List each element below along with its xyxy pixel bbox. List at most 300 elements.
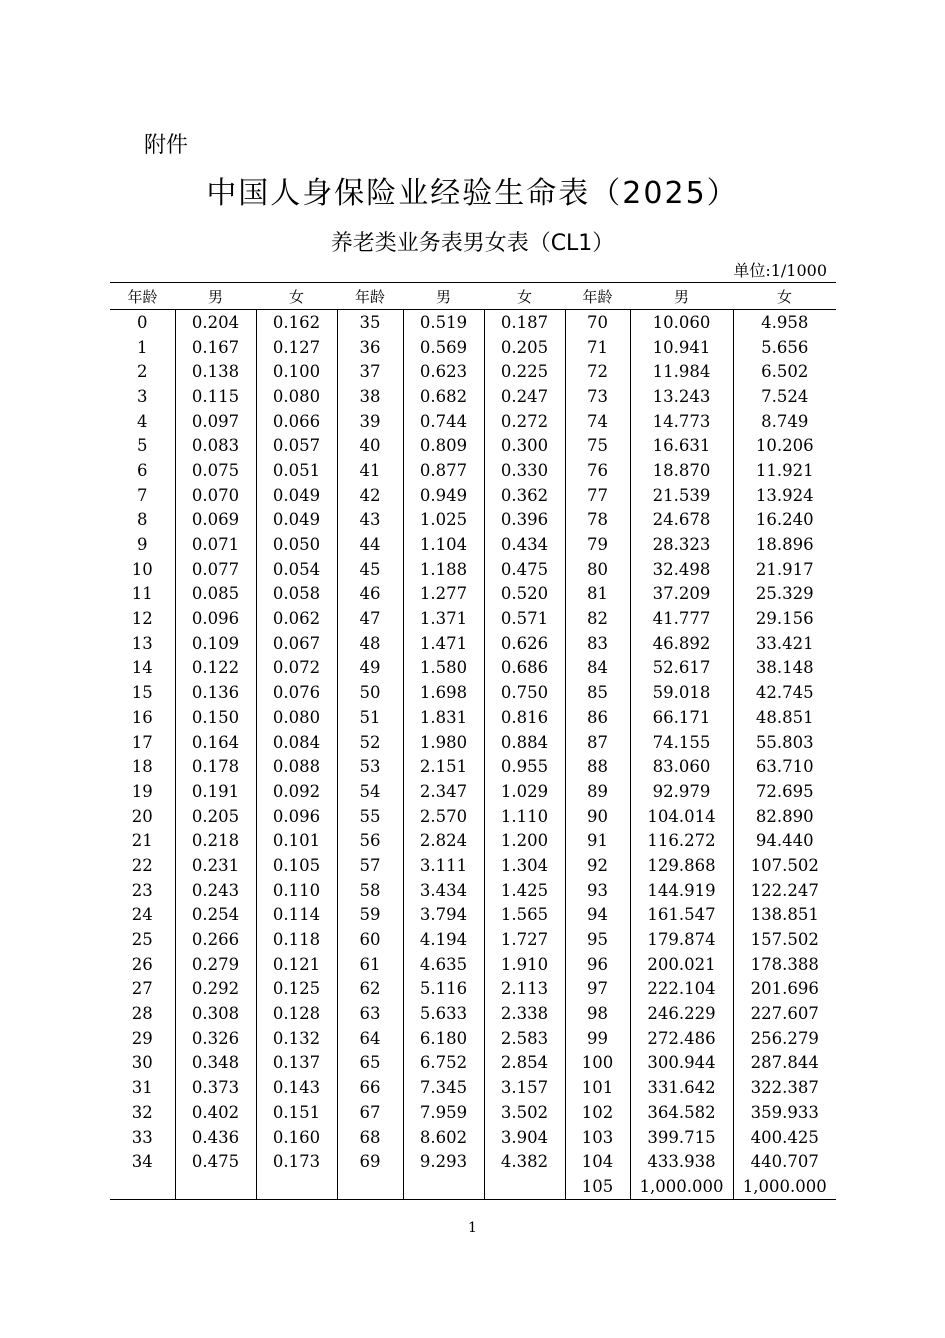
table-cell: 104.014: [630, 804, 733, 829]
table-cell: 0.080: [256, 705, 337, 730]
table-row: [110, 828, 836, 853]
table-row: [110, 1051, 836, 1076]
table-cell: 4.958: [733, 310, 836, 335]
table-cell: 16.631: [630, 433, 733, 458]
table-cell: 256.279: [733, 1026, 836, 1051]
table-cell: 30: [131, 1053, 153, 1073]
table-subtitle: 养老类业务表男女表（CL1）: [330, 231, 615, 256]
table-cell: 40: [337, 433, 403, 458]
table-cell: 44: [337, 532, 403, 557]
table-cell: 0.750: [484, 680, 565, 705]
table-cell: 0.084: [256, 730, 337, 755]
table-cell: 35: [337, 310, 403, 335]
table-cell: 3.111: [403, 853, 484, 878]
page-number: 1: [468, 1220, 477, 1236]
table-cell: 13.924: [733, 483, 836, 508]
table-cell: 0.326: [175, 1026, 256, 1051]
table-cell: 0.191: [175, 779, 256, 804]
table-cell: 66.171: [630, 705, 733, 730]
table-cell: 7.959: [403, 1100, 484, 1125]
table-row: [110, 754, 836, 779]
table-cell: 0.128: [256, 1001, 337, 1026]
table-cell: 0.178: [175, 754, 256, 779]
table-cell: 14: [131, 658, 153, 678]
table-cell: 0.051: [256, 458, 337, 483]
table-cell: 42: [337, 483, 403, 508]
table-cell: 0.096: [175, 606, 256, 631]
table-cell: 10: [131, 559, 153, 579]
header-male-3: 男: [630, 283, 733, 310]
table-cell: 55: [337, 804, 403, 829]
table-cell: 11.984: [630, 359, 733, 384]
table-cell: 3: [137, 386, 148, 406]
table-cell: 29: [131, 1028, 153, 1048]
table-cell: 3.794: [403, 903, 484, 928]
table-cell: 5.656: [733, 335, 836, 360]
table-row: [110, 433, 836, 458]
table-cell: 178.388: [733, 952, 836, 977]
table-cell: 59.018: [630, 680, 733, 705]
table-cell: 300.944: [630, 1051, 733, 1076]
table-cell: 78: [565, 508, 630, 533]
table-cell: 1.371: [403, 606, 484, 631]
table-cell: 69: [337, 1149, 403, 1174]
table-cell: 18: [131, 757, 153, 777]
table-cell: 19: [131, 781, 153, 801]
table-cell: 0.243: [175, 878, 256, 903]
table-cell: 10.941: [630, 335, 733, 360]
table-row: [110, 730, 836, 755]
table-cell: 2.347: [403, 779, 484, 804]
table-cell: 0.151: [256, 1100, 337, 1125]
table-cell: 29.156: [733, 606, 836, 631]
table-cell: 129.868: [630, 853, 733, 878]
document-title: 中国人身保险业经验生命表（2025）: [206, 176, 739, 211]
table-cell: 99: [565, 1026, 630, 1051]
table-cell: 13.243: [630, 384, 733, 409]
table-row: [110, 878, 836, 903]
table-cell: 144.919: [630, 878, 733, 903]
table-cell: 1,000.000: [630, 1174, 733, 1199]
table-cell: 0.096: [256, 804, 337, 829]
table-cell: 33: [131, 1127, 153, 1147]
table-cell: 138.851: [733, 903, 836, 928]
table-cell: 72.695: [733, 779, 836, 804]
table-cell: 76: [565, 458, 630, 483]
table-cell: 5.633: [403, 1001, 484, 1026]
table-row: [110, 606, 836, 631]
table-cell: 102: [565, 1100, 630, 1125]
table-cell: 62: [337, 977, 403, 1002]
table-cell: 1.025: [403, 508, 484, 533]
table-cell: 1.471: [403, 631, 484, 656]
table-cell: 440.707: [733, 1149, 836, 1174]
table-cell: 0.100: [256, 359, 337, 384]
table-cell: 0.949: [403, 483, 484, 508]
table-cell: 24: [131, 905, 153, 925]
table-cell: 47: [337, 606, 403, 631]
table-cell: 41.777: [630, 606, 733, 631]
table-cell: 331.642: [630, 1075, 733, 1100]
table-cell: 0.877: [403, 458, 484, 483]
table-cell: 3.904: [484, 1125, 565, 1150]
table-cell: 105: [565, 1174, 630, 1199]
table-row: [110, 1026, 836, 1051]
table-cell: 157.502: [733, 927, 836, 952]
table-row: [110, 853, 836, 878]
table-cell: 0.122: [175, 656, 256, 681]
table-cell: 82: [565, 606, 630, 631]
table-cell: 103: [565, 1125, 630, 1150]
table-cell: 0: [137, 312, 148, 332]
table-cell: 0.809: [403, 433, 484, 458]
table-cell: 0.519: [403, 310, 484, 335]
header-male-2: 男: [403, 283, 484, 310]
table-cell: 0.071: [175, 532, 256, 557]
table-cell: 51: [337, 705, 403, 730]
table-cell: 88: [565, 754, 630, 779]
table-cell: 20: [131, 806, 153, 826]
table-cell: 1.425: [484, 878, 565, 903]
table-cell: 0.204: [175, 310, 256, 335]
table-cell: 0.118: [256, 927, 337, 952]
table-cell: 80: [565, 557, 630, 582]
table-cell: 0.092: [256, 779, 337, 804]
table-cell: 0.127: [256, 335, 337, 360]
table-cell: 1.200: [484, 828, 565, 853]
table-cell: 4.382: [484, 1149, 565, 1174]
table-cell: 83.060: [630, 754, 733, 779]
table-cell: 55.803: [733, 730, 836, 755]
table-cell: 26: [131, 954, 153, 974]
table-cell: 66: [337, 1075, 403, 1100]
table-cell: 0.070: [175, 483, 256, 508]
table-cell: 21.917: [733, 557, 836, 582]
table-cell: 0.254: [175, 903, 256, 928]
table-cell: 0.225: [484, 359, 565, 384]
table-cell: 32.498: [630, 557, 733, 582]
table-cell: 0.049: [256, 483, 337, 508]
table-cell: 46: [337, 582, 403, 607]
table-cell: 3.434: [403, 878, 484, 903]
table-cell: 0.218: [175, 828, 256, 853]
table-cell: 38.148: [733, 656, 836, 681]
table-cell: 0.205: [484, 335, 565, 360]
table-cell: 0.955: [484, 754, 565, 779]
table-cell: 2.824: [403, 828, 484, 853]
table-cell: 8: [137, 510, 148, 530]
table-cell: 161.547: [630, 903, 733, 928]
table-cell: 0.231: [175, 853, 256, 878]
table-cell: 42.745: [733, 680, 836, 705]
table-cell: 1.277: [403, 582, 484, 607]
table-header-row: [110, 283, 836, 310]
table-row: [110, 656, 836, 681]
table-row: [110, 779, 836, 804]
table-cell: 0.114: [256, 903, 337, 928]
table-row: [110, 631, 836, 656]
table-cell: 364.582: [630, 1100, 733, 1125]
table-cell: 1.110: [484, 804, 565, 829]
table-cell: 0.125: [256, 977, 337, 1002]
table-cell: 63.710: [733, 754, 836, 779]
table-cell: 9.293: [403, 1149, 484, 1174]
table-cell: 0.686: [484, 656, 565, 681]
table-cell: 3.157: [484, 1075, 565, 1100]
table-cell: 1.029: [484, 779, 565, 804]
table-cell: 0.109: [175, 631, 256, 656]
table-cell: 43: [337, 508, 403, 533]
table-cell: 0.057: [256, 433, 337, 458]
header-age-1: 年龄: [110, 283, 175, 310]
table-cell: 89: [565, 779, 630, 804]
table-cell: 25: [131, 930, 153, 950]
table-cell: 2.570: [403, 804, 484, 829]
table-cell: 322.387: [733, 1075, 836, 1100]
table-cell: 0.373: [175, 1075, 256, 1100]
table-cell: 59: [337, 903, 403, 928]
table-cell: 0.077: [175, 557, 256, 582]
table-row: [110, 384, 836, 409]
table-cell: 33.421: [733, 631, 836, 656]
table-cell: 46.892: [630, 631, 733, 656]
table-cell: 0.049: [256, 508, 337, 533]
table-cell: 122.247: [733, 878, 836, 903]
table-row: [110, 409, 836, 434]
table-cell: 359.933: [733, 1100, 836, 1125]
table-cell: [484, 1174, 565, 1199]
table-cell: 94.440: [733, 828, 836, 853]
table-cell: 7.524: [733, 384, 836, 409]
table-cell: 433.938: [630, 1149, 733, 1174]
table-cell: 100: [565, 1051, 630, 1076]
table-cell: 87: [565, 730, 630, 755]
table-cell: 7.345: [403, 1075, 484, 1100]
header-female-2: 女: [484, 283, 565, 310]
table-cell: 83: [565, 631, 630, 656]
table-cell: 58: [337, 878, 403, 903]
table-cell: 0.330: [484, 458, 565, 483]
header-male-1: 男: [175, 283, 256, 310]
table-cell: 63: [337, 1001, 403, 1026]
table-cell: 0.115: [175, 384, 256, 409]
table-cell: 3.502: [484, 1100, 565, 1125]
table-cell: 41: [337, 458, 403, 483]
table-cell: 227.607: [733, 1001, 836, 1026]
table-row: [110, 927, 836, 952]
table-cell: 2: [137, 362, 148, 382]
table-cell: 61: [337, 952, 403, 977]
table-cell: 10.060: [630, 310, 733, 335]
table-cell: 67: [337, 1100, 403, 1125]
table-cell: 18.896: [733, 532, 836, 557]
table-cell: 0.101: [256, 828, 337, 853]
table-row: [110, 1001, 836, 1026]
table-cell: 6.180: [403, 1026, 484, 1051]
table-row: [110, 508, 836, 533]
table-cell: 0.066: [256, 409, 337, 434]
table-cell: 53: [337, 754, 403, 779]
table-cell: 8.602: [403, 1125, 484, 1150]
table-cell: 0.571: [484, 606, 565, 631]
table-cell: 14.773: [630, 409, 733, 434]
table-cell: 6.752: [403, 1051, 484, 1076]
table-cell: 74.155: [630, 730, 733, 755]
table-cell: 74: [565, 409, 630, 434]
table-cell: 73: [565, 384, 630, 409]
table-row: [110, 1149, 836, 1174]
table-row: [110, 1100, 836, 1125]
table-row: [110, 952, 836, 977]
table-cell: 0.884: [484, 730, 565, 755]
table-cell: 4.635: [403, 952, 484, 977]
table-cell: 0.050: [256, 532, 337, 557]
table-cell: 65: [337, 1051, 403, 1076]
table-cell: 0.072: [256, 656, 337, 681]
table-row: [110, 1075, 836, 1100]
table-cell: 8.749: [733, 409, 836, 434]
table-cell: 0.626: [484, 631, 565, 656]
table-cell: 0.308: [175, 1001, 256, 1026]
table-cell: 11: [131, 584, 153, 604]
table-cell: 2.113: [484, 977, 565, 1002]
table-cell: 25.329: [733, 582, 836, 607]
table-cell: 1.910: [484, 952, 565, 977]
table-cell: 2.151: [403, 754, 484, 779]
table-cell: 0.136: [175, 680, 256, 705]
table-cell: 0.080: [256, 384, 337, 409]
life-table: [110, 282, 836, 1200]
table-cell: 45: [337, 557, 403, 582]
table-cell: [337, 1174, 403, 1199]
table-cell: 0.475: [175, 1149, 256, 1174]
table-cell: 85: [565, 680, 630, 705]
table-cell: 0.682: [403, 384, 484, 409]
table-cell: 22: [131, 855, 153, 875]
table-cell: 0.272: [484, 409, 565, 434]
table-cell: 4.194: [403, 927, 484, 952]
header-female-3: 女: [733, 283, 836, 310]
table-cell: [175, 1174, 256, 1199]
table-cell: 0.150: [175, 705, 256, 730]
table-cell: 60: [337, 927, 403, 952]
table-cell: 36: [337, 335, 403, 360]
table-cell: 0.475: [484, 557, 565, 582]
table-cell: 79: [565, 532, 630, 557]
table-cell: 64: [337, 1026, 403, 1051]
table-cell: 5: [137, 436, 148, 456]
table-cell: 0.167: [175, 335, 256, 360]
table-cell: 2.583: [484, 1026, 565, 1051]
table-cell: 0.143: [256, 1075, 337, 1100]
table-cell: 50: [337, 680, 403, 705]
table-cell: 0.402: [175, 1100, 256, 1125]
table-cell: 0.247: [484, 384, 565, 409]
table-cell: 13: [131, 633, 153, 653]
table-cell: 0.110: [256, 878, 337, 903]
table-cell: 84: [565, 656, 630, 681]
table-cell: 4: [137, 411, 148, 431]
table-cell: 2.854: [484, 1051, 565, 1076]
table-cell: 0.075: [175, 458, 256, 483]
table-cell: 39: [337, 409, 403, 434]
table-cell: 0.266: [175, 927, 256, 952]
table-cell: 91: [565, 828, 630, 853]
table-cell: 31: [131, 1078, 153, 1098]
table-cell: 0.300: [484, 433, 565, 458]
table-cell: 1.698: [403, 680, 484, 705]
table-cell: 0.436: [175, 1125, 256, 1150]
table-cell: 75: [565, 433, 630, 458]
table-cell: 9: [137, 535, 148, 555]
table-cell: 0.744: [403, 409, 484, 434]
table-cell: 57: [337, 853, 403, 878]
table-cell: 1: [137, 337, 148, 357]
table-cell: 6: [137, 460, 148, 480]
table-cell: 11.921: [733, 458, 836, 483]
table-row: [110, 582, 836, 607]
table-cell: 0.205: [175, 804, 256, 829]
table-cell: 71: [565, 335, 630, 360]
table-cell: 0.097: [175, 409, 256, 434]
table-cell: 15: [131, 683, 153, 703]
table-cell: 70: [565, 310, 630, 335]
table-cell: 0.434: [484, 532, 565, 557]
header-age-2: 年龄: [337, 283, 403, 310]
table-row: [110, 705, 836, 730]
table-cell: 24.678: [630, 508, 733, 533]
table-cell: 92.979: [630, 779, 733, 804]
table-cell: 0.569: [403, 335, 484, 360]
table-cell: 101: [565, 1075, 630, 1100]
table-cell: 95: [565, 927, 630, 952]
table-cell: 0.067: [256, 631, 337, 656]
table-cell: 1.727: [484, 927, 565, 952]
table-cell: 28.323: [630, 532, 733, 557]
table-cell: 0.058: [256, 582, 337, 607]
table-cell: 52: [337, 730, 403, 755]
table-cell: 104: [565, 1149, 630, 1174]
table-row: [110, 532, 836, 557]
table-cell: 0.816: [484, 705, 565, 730]
table-cell: 2.338: [484, 1001, 565, 1026]
unit-label: 单位:1/1000: [733, 261, 827, 280]
table-cell: [110, 1174, 175, 1199]
table-cell: 27: [131, 979, 153, 999]
table-cell: 1.304: [484, 853, 565, 878]
table-cell: [256, 1174, 337, 1199]
table-cell: 1.980: [403, 730, 484, 755]
table-cell: 0.088: [256, 754, 337, 779]
table-cell: 48: [337, 631, 403, 656]
table-row: [110, 557, 836, 582]
table-cell: 68: [337, 1125, 403, 1150]
table-cell: 77: [565, 483, 630, 508]
table-row: [110, 1125, 836, 1150]
header-female-1: 女: [256, 283, 337, 310]
table-cell: 0.348: [175, 1051, 256, 1076]
table-cell: 1.565: [484, 903, 565, 928]
table-cell: 222.104: [630, 977, 733, 1002]
table-cell: 272.486: [630, 1026, 733, 1051]
table-cell: 0.164: [175, 730, 256, 755]
table-cell: 1.580: [403, 656, 484, 681]
table-cell: [403, 1174, 484, 1199]
table-row: [110, 680, 836, 705]
table-cell: 18.870: [630, 458, 733, 483]
table-cell: 92: [565, 853, 630, 878]
table-cell: 0.054: [256, 557, 337, 582]
